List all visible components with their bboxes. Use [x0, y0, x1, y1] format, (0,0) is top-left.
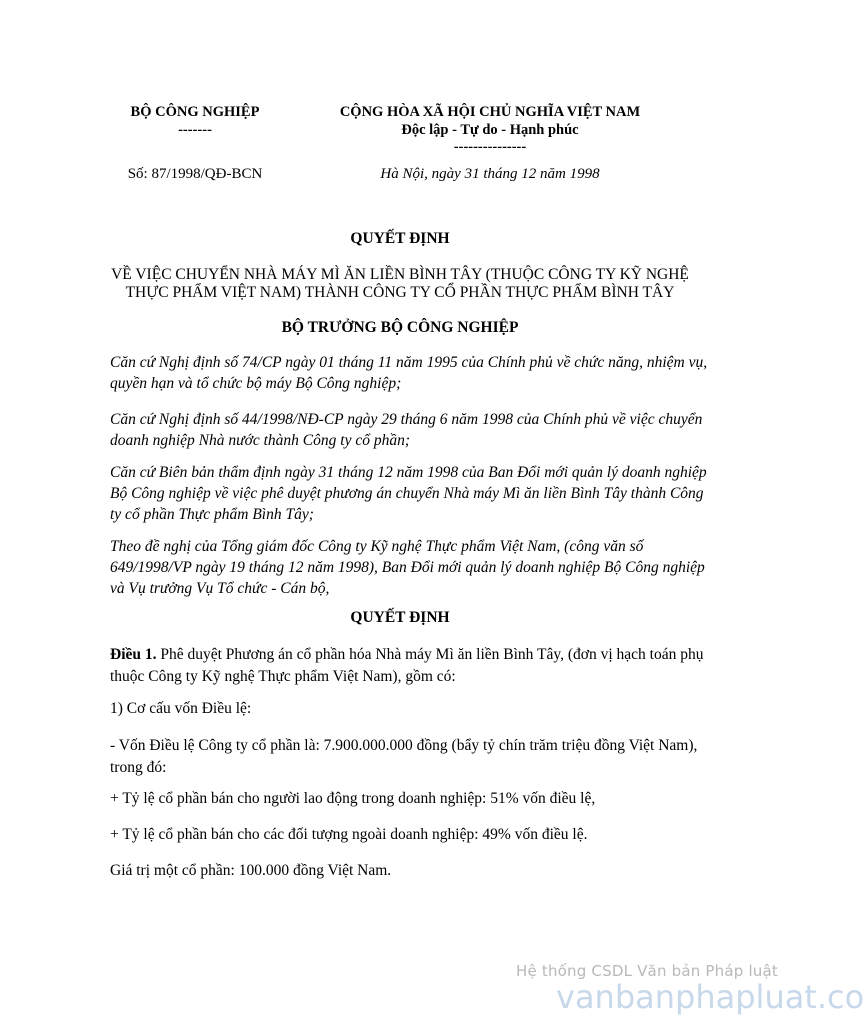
- list-item: - Vốn Điều lệ Công ty cổ phần là: 7.900.000.000 đồng (bẩy tỷ chín trăm triệu đồng Việt Nam), trong đó:: [110, 737, 698, 776]
- watermark-caption: Hệ thống CSDL Văn bản Pháp luật: [515, 962, 778, 980]
- place-date: Hà Nội, ngày 31 tháng 12 năm 1998: [380, 166, 600, 182]
- list-item: 1) Cơ cấu vốn Điều lệ:: [110, 700, 252, 717]
- subject-line-2: THỰC PHẨM VIỆT NAM) THÀNH CÔNG TY CỔ PHẦN THỰC PHẨM BÌNH TÂY: [125, 284, 675, 301]
- subject-line-1: VỀ VIỆC CHUYỂN NHÀ MÁY MÌ ĂN LIỀN BÌNH TÂY (THUỘC CÔNG TY KỸ NGHỆ: [111, 266, 689, 283]
- list-item: + Tỷ lệ cổ phần bán cho các đối tượng ngoài doanh nghiệp: 49% vốn điều lệ.: [110, 826, 588, 843]
- preamble-clause: Theo đề nghị của Tổng giám đốc Công ty Kỹ nghệ Thực phẩm Việt Nam, (công văn số 649/1998/VP ngày 19 tháng 12 năm 1998), Ban Đổi mới quản lý doanh nghiệp Bộ Công nghiệp và Vụ trưởng Vụ Tổ chức - Cán bộ,: [110, 538, 705, 597]
- issuing-authority: BỘ TRƯỞNG BỘ CÔNG NGHIỆP: [281, 319, 519, 336]
- list-item: + Tỷ lệ cổ phần bán cho người lao động trong doanh nghiệp: 51% vốn điều lệ,: [110, 790, 596, 807]
- country-name: CỘNG HÒA XÃ HỘI CHỦ NGHĨA VIỆT NAM: [339, 104, 641, 120]
- article-1-text: Phê duyệt Phương án cổ phần hóa Nhà máy Mì ăn liền Bình Tây, (đơn vị hạch toán phụ thuộc Công ty Kỹ nghệ Thực phẩm Việt Nam), gồm có:: [110, 646, 704, 685]
- ministry-name: BỘ CÔNG NGHIỆP: [130, 104, 260, 120]
- list-item: Giá trị một cổ phần: 100.000 đồng Việt Nam.: [110, 862, 392, 879]
- preamble-clause: Căn cứ Nghị định số 44/1998/NĐ-CP ngày 29 tháng 6 năm 1998 của Chính phủ về việc chuyển doanh nghiệp Nhà nước thành Công ty cổ phần;: [110, 411, 703, 449]
- article-1: [110, 644, 710, 688]
- preamble-clause: Căn cứ Nghị định số 74/CP ngày 01 tháng 11 năm 1995 của Chính phủ về chức năng, nhiệm vụ, quyền hạn và tổ chức bộ máy Bộ Công nghiệp;: [110, 354, 708, 392]
- ministry-rule: -------: [178, 122, 212, 138]
- decision-heading: QUYẾT ĐỊNH: [350, 609, 450, 626]
- preamble-clause: Căn cứ Biên bản thẩm định ngày 31 tháng 12 năm 1998 của Ban Đổi mới quản lý doanh nghiệp Bộ Công nghiệp về việc phê duyệt phương án chuyển Nhà máy Mì ăn liền Bình Tây thành Công ty cổ phần Thực phẩm Bình Tây;: [110, 464, 707, 523]
- watermark-site: vanbanphapluat.co: [556, 978, 864, 1016]
- motto-rule: ---------------: [453, 139, 527, 155]
- document-number: Số: 87/1998/QĐ-BCN: [127, 166, 263, 182]
- document-title: QUYẾT ĐỊNH: [350, 230, 450, 247]
- national-motto: Độc lập - Tự do - Hạnh phúc: [401, 122, 579, 138]
- article-1-label: Điều 1.: [110, 646, 157, 663]
